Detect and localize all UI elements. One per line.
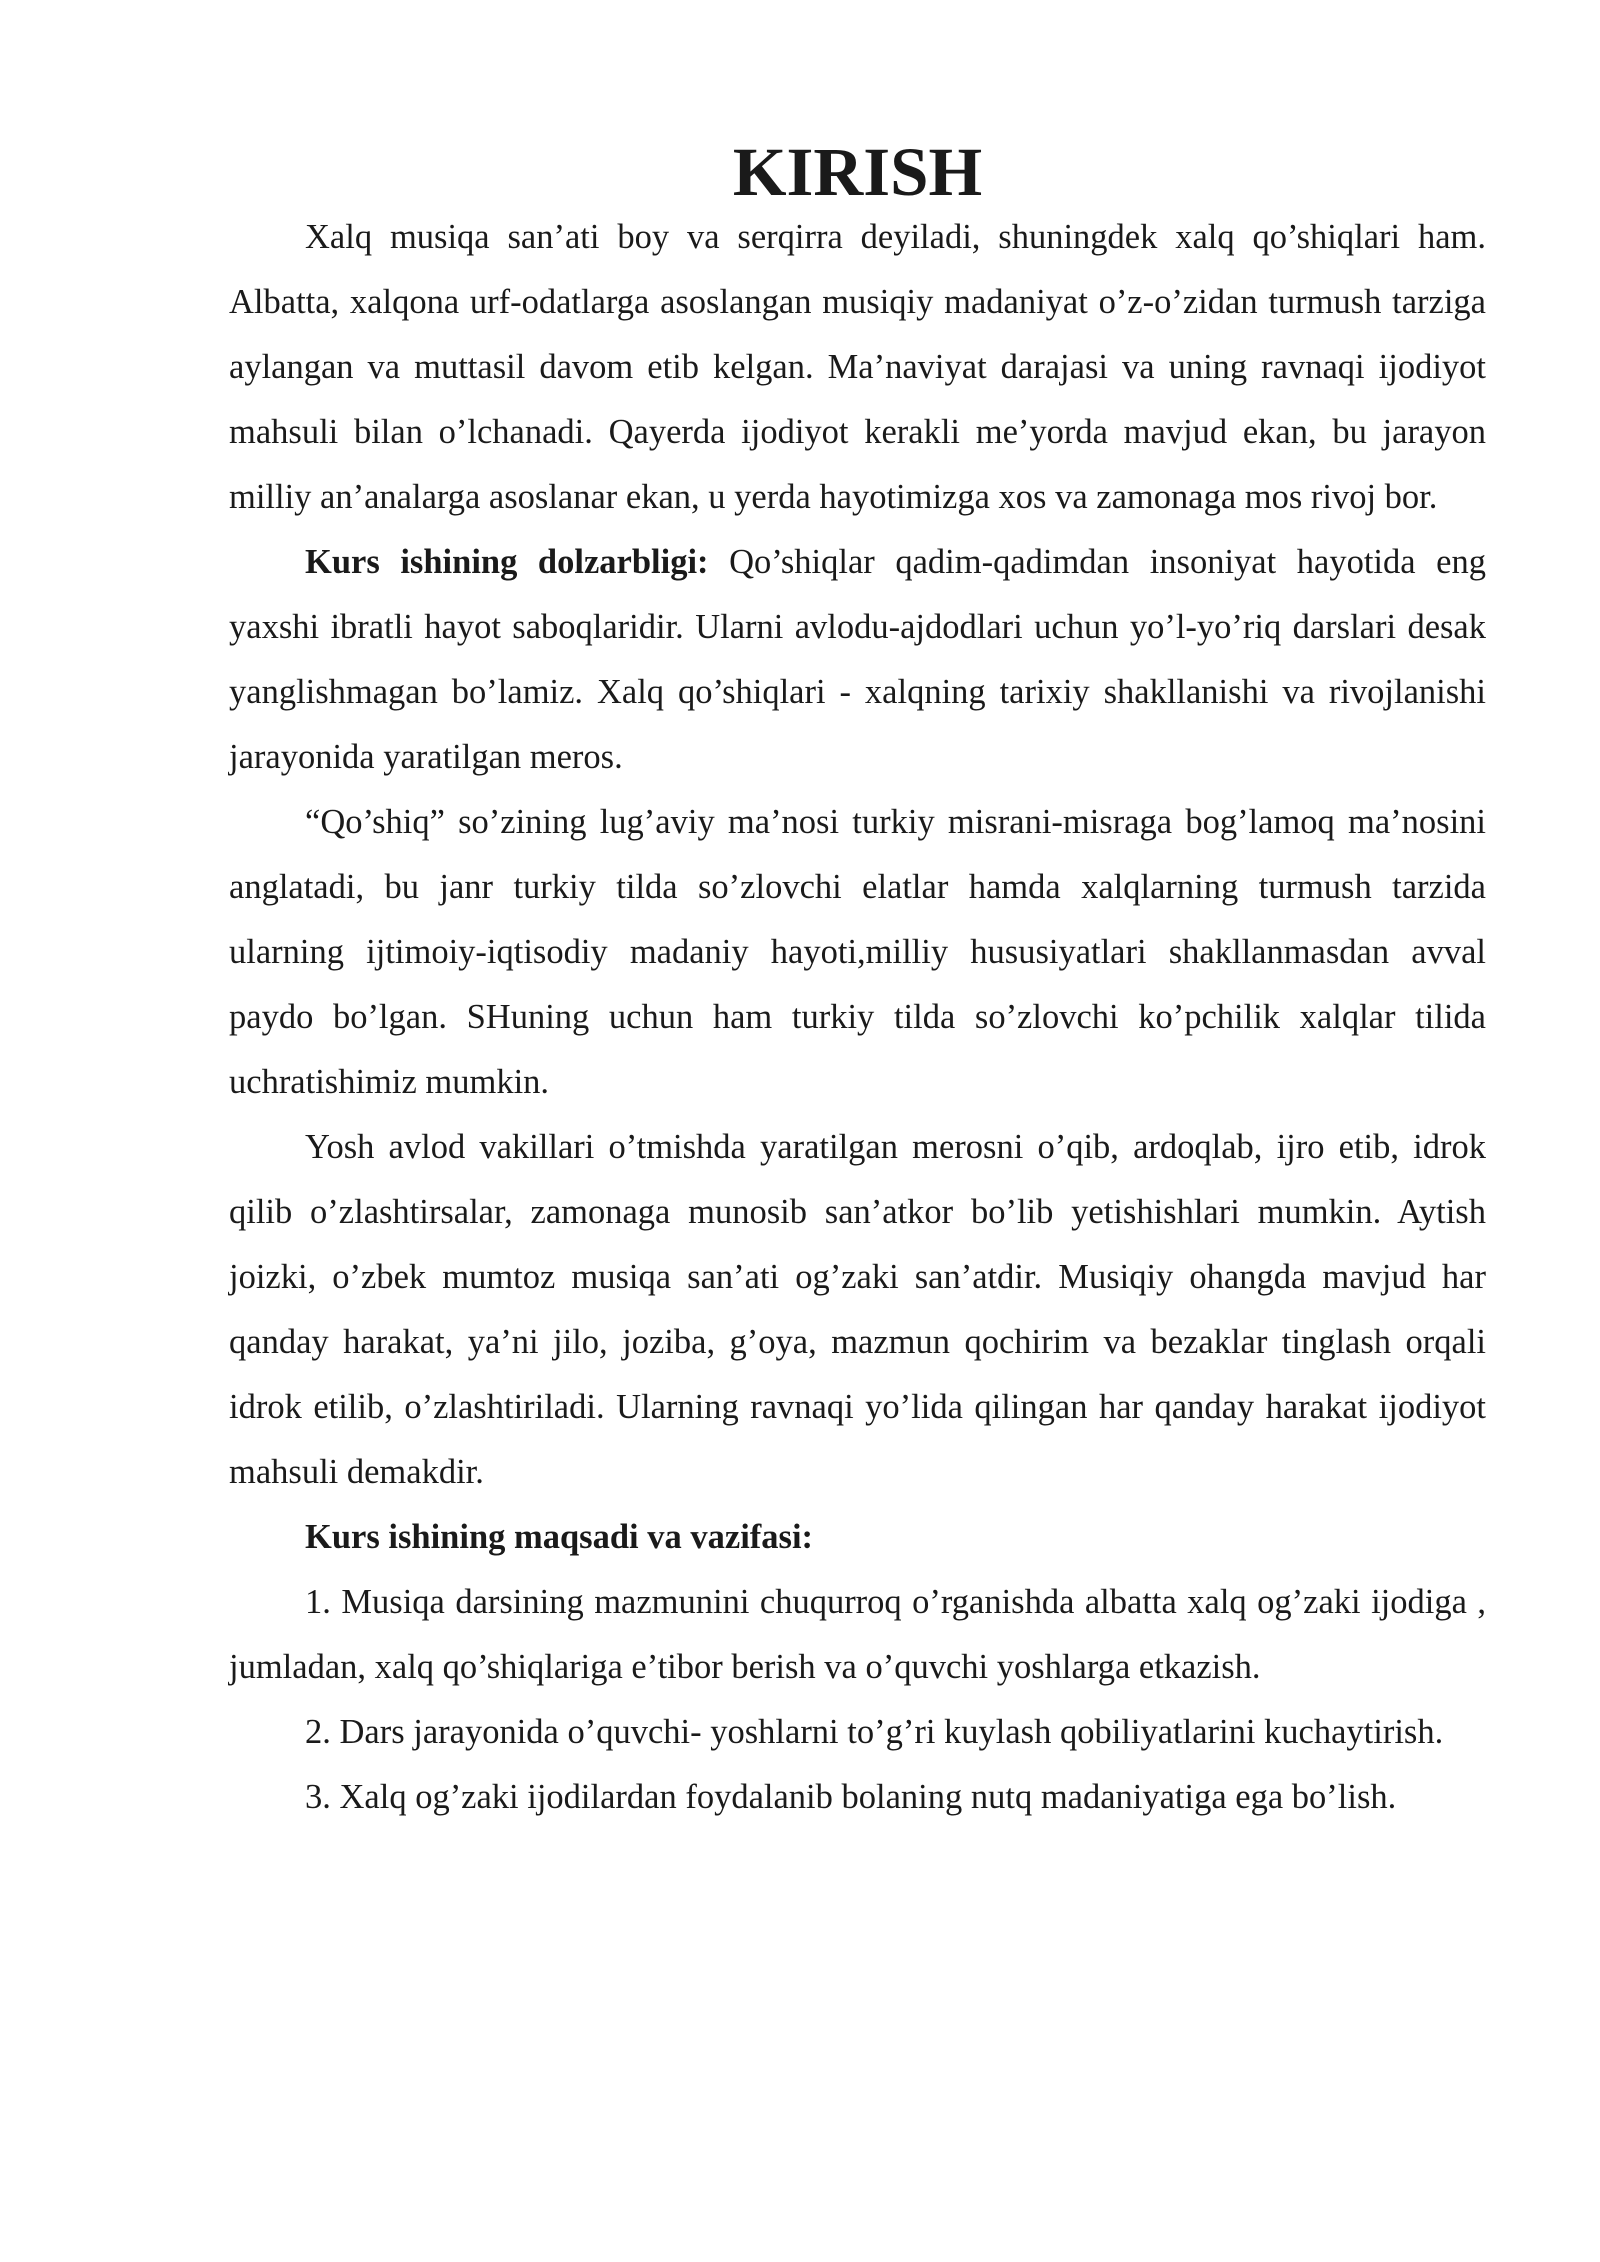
young-generation-paragraph: Yosh avlod vakillari o’tmishda yaratilgan merosni o’qib, ardoqlab, ijro etib, idrok qilib o’zlashtirsalar, zamonaga munosib san’atkor bo’lib yetishishlari mumkin. Aytish joizki, o’zbek mumtoz musiqa san’ati og’zaki san’atdir. Musiqiy ohangda mavjud har qanday harakat, ya’ni jilo, joziba, g’oya, mazmun qochirim va bezaklar tinglash orqali idrok etilib, o’zlashtiriladi. Ularning ravnaqi yo’lida qilingan har qanday harakat ijodiyot mahsuli demakdir. [229,1128,1486,1491]
goal-item: 2. Dars jarayonida o’quvchi- yoshlarni to’g’ri kuylash qobiliyatlarini kuchaytirish. [305,1713,1444,1751]
document-page [229,134,1486,1830]
relevance-label: Kurs ishining dolzarbligi: [305,543,709,581]
goal-item: 1. Musiqa darsining mazmunini chuqurroq o’rganishda albatta xalq og’zaki ijodiga , jumladan, xalq qo’shiqlariga e’tibor berish va o’quvchi yoshlarga etkazish. [229,1583,1486,1686]
goal-item: 3. Xalq og’zaki ijodilardan foydalanib bolaning nutq madaniyatiga ega bo’lish. [305,1778,1397,1816]
goals-heading: Kurs ishining maqsadi va vazifasi: [305,1518,814,1556]
relevance-paragraph [229,530,1486,790]
intro-paragraph: Xalq musiqa san’ati boy va serqirra deyiladi, shuningdek xalq qo’shiqlari ham. Albatta, xalqona urf-odatlarga asoslangan musiqiy madaniyat o’z-o’zidan turmush tarziga aylangan va muttasil davom etib kelgan. Ma’naviyat darajasi va uning ravnaqi ijodiyot mahsuli bilan o’lchanadi. Qayerda ijodiyot kerakli me’yorda mavjud ekan, bu jarayon milliy an’analarga asoslanar ekan, u yerda hayotimizga xos va zamonaga mos rivoj bor. [229,218,1486,516]
relevance-text: Qo’shiqlar qadim-qadimdan insoniyat hayotida eng yaxshi ibratli hayot saboqlaridir. Ularni avlodu-ajdodlari uchun yo’l-yo’riq darslari desak yanglishmagan bo’lamiz. Xalq qo’shiqlari - xalqning tarixiy shakllanishi va rivojlanishi jarayonida yaratilgan meros. [229,543,1486,776]
song-meaning-paragraph: “Qo’shiq” so’zining lug’aviy ma’nosi turkiy misrani-misraga bog’lamoq ma’nosini anglatadi, bu janr turkiy tilda so’zlovchi elatlar hamda xalqlarning turmush tarzida ularning ijtimoiy-iqtisodiy madaniy hayoti,milliy hususiyatlari shakllanmasdan avval paydo bo’lgan. SHuning uchun ham turkiy tilda so’zlovchi ko’pchilik xalqlar tilida uchratishimiz mumkin. [229,803,1486,1101]
page-title: KIRISH [732,134,983,210]
